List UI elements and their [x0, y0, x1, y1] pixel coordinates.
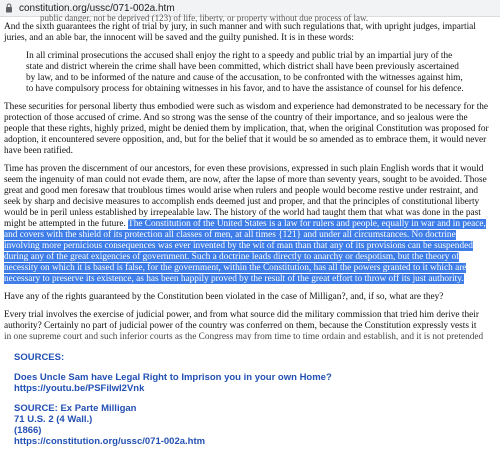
- paragraph-judicial-power: Every trial involves the exercise of judicial power, and from what source did the military commission that tried him derive their authority? Certainly no part of judicial power of the country was conferred on them, because the Constitution expressly vests it: [4, 310, 479, 331]
- clipped-text-top: public danger, not be deprived (123) of life, liberty, or property without due process of law.: [40, 14, 369, 22]
- case-label: SOURCE: Ex Parte Milligan: [14, 403, 137, 414]
- case-link[interactable]: https://constitution.org/ussc/071-002a.htm: [14, 436, 206, 447]
- sources-section: [14, 352, 484, 456]
- sources-heading: SOURCES:: [14, 352, 65, 363]
- quote-sixth-amendment: In all criminal prosecutions the accused shall enjoy the right to a speedy and public trial by an impartial jury of the state and district wherein the crime shall have been committed, which district shall have been previously ascertained by law, and to be informed of the nature and cause of the accusation, to be confronted with the witnesses against him, to have compulsory process for obtaining witnesses in his favor, and to have the assistance of counsel for his defence.: [26, 51, 464, 94]
- clipped-text-bottom: in one supreme court and such inferior courts as the Congress may from time to time ordain and establish, and it is not pretended: [4, 332, 484, 340]
- url-text[interactable]: constitution.org/ussc/071-002a.htm: [19, 2, 175, 14]
- video-title: Does Uncle Sam have Legal Right to Imprison you in your own Home?: [14, 372, 332, 383]
- highlighted-selection[interactable]: The Constitution of the United States is a law for rulers and people, equally in war and in peace, and covers with the shield of its protection all classes of men, at all times {121} and under all circumstances. No doctrine involving more pernicious consequences was ever invented by the wit of man than that any of its provisions can be suspended during any of the great exigencies of government. Such a doctrine leads directly to anarchy or despotism, but the theory of necessity on which it is based is false, for the government, within the Constitution, has all the powers granted to it which are necessary to preserve its existence, as has been happily proved by the result of the great effort to throw off its just authority.: [4, 219, 486, 284]
- video-source: [14, 372, 484, 394]
- paragraph-milligan-question: Have any of the rights guaranteed by the Constitution been violated in the case of Milligan?, and, if so, what are they?: [4, 292, 444, 302]
- document-body: [4, 22, 492, 340]
- case-source: [14, 403, 484, 447]
- paragraph-securities: These securities for personal liberty thus embodied were such as wisdom and experience had demonstrated to be necessary for the protection of those accused of crime. And so strong was the sense of the country of their importance, and so jealous were the people that these rights, highly prized, might be denied them by implication, that, when the original Constitution was proposed for adoption, it encountered severe opposition, and, but for the belief that it would be so amended as to embrace them, it would never have been ratified.: [4, 102, 489, 156]
- paragraph-sixth-amendment: And the sixth guarantees the right of trial by jury, in such manner and with such regulations that, with upright judges, impartial juries, and an able bar, the innocent will be saved and the guilty punished. It is in these words:: [4, 22, 476, 43]
- paragraph-time-has-proven: [4, 164, 492, 285]
- case-year: (1866): [14, 425, 42, 436]
- lock-icon: [5, 3, 13, 13]
- case-citation: 71 U.S. 2 (4 Wall.): [14, 414, 93, 425]
- video-link[interactable]: https://youtu.be/PSFilwI2Vnk: [14, 383, 145, 394]
- paragraph-text: Time has proven the discernment of our ancestors, for even these provisions, expressed in such plain English words that it would seem the ingenuity of man could not evade them, are now, after the lapse of more than seventy years, sought to be avoided. Those great and good men foresaw that troublous times would arise when rulers and people would become restive under restraint, and seek by sharp and decisive measures to accomplish ends deemed just and proper, and that the principles of constitutional liberty would be in peril unless established by irrepealable law. The history of the world had taught them that what was done in the past might be attempted in the future.: [4, 164, 487, 229]
